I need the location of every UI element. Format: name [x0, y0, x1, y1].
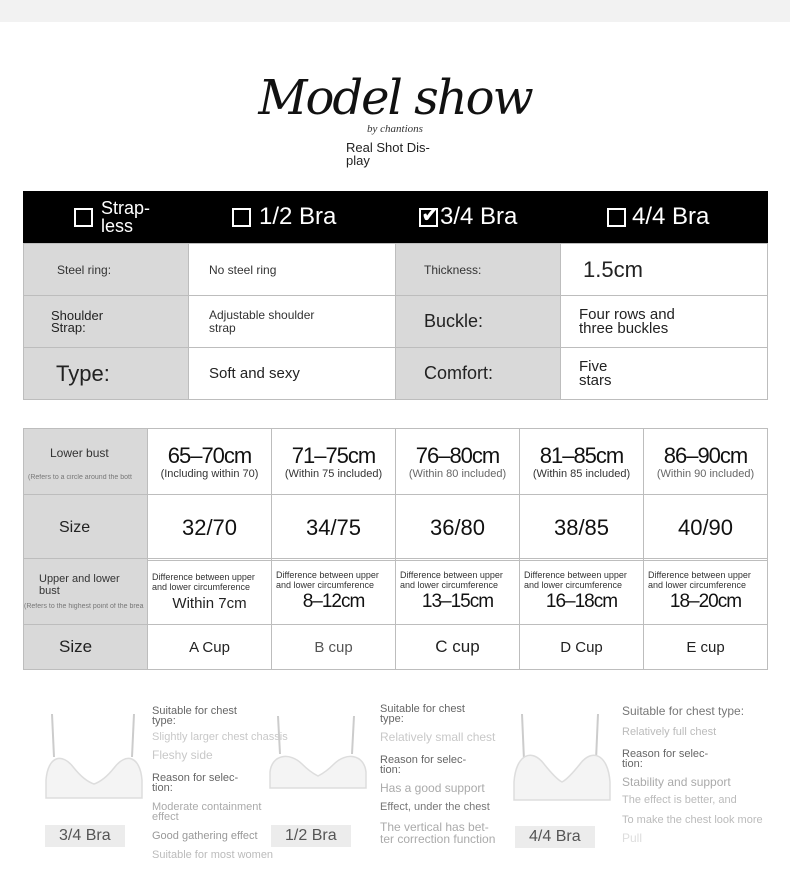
- type-option-half[interactable]: [232, 191, 336, 243]
- type-value: Soft and sexy: [189, 348, 396, 400]
- shoulder-strap-value: Adjustable shoulder strap: [189, 296, 396, 348]
- spec-row: [24, 244, 768, 296]
- upper-lower-label: Upper and lower bust: [39, 573, 120, 597]
- bra-description: Suitable for chest type: Relatively full chest Reason for selec- tion: Stability and support The effect is better, and To make the chest look more Pull: [622, 704, 763, 845]
- spec-table: [23, 243, 768, 400]
- page-title: Model show: [258, 70, 532, 126]
- comfort-label: Comfort:: [396, 348, 561, 400]
- size-value: 36/80: [396, 495, 520, 561]
- size-value: 32/70: [148, 495, 272, 561]
- thickness-value: 1.5cm: [561, 244, 768, 296]
- type-option-label: 3/4 Bra: [440, 203, 518, 230]
- subtitle: Real Shot Dis- play: [346, 140, 430, 168]
- cup-diff-cell: Difference between upper and lower circumference Within 7cm: [148, 559, 272, 625]
- bra-description: Suitable for chest type: Relatively small chest Reason for selec- tion: Has a good support Effect, under the chest The vertical has bet- ter correction function: [380, 703, 496, 846]
- upper-lower-header: [24, 559, 148, 625]
- cup-diff-cell: Difference between upper and lower circumference 8–12cm: [272, 559, 396, 625]
- size-row: [24, 495, 768, 561]
- size-value: 34/75: [272, 495, 396, 561]
- top-strip: [0, 0, 790, 22]
- spec-row: [24, 296, 768, 348]
- lower-bust-cell: 76–80cm (Within 80 included): [396, 429, 520, 495]
- cup-diff-row: [24, 559, 768, 625]
- lower-bust-cell: 71–75cm (Within 75 included): [272, 429, 396, 495]
- lower-bust-note: (Refers to a circle around the bott: [28, 474, 132, 481]
- cup-value: B cup: [272, 625, 396, 670]
- cup-value: D Cup: [520, 625, 644, 670]
- byline: by chantions: [367, 123, 423, 135]
- lower-bust-row: [24, 429, 768, 495]
- buckle-label: Buckle:: [396, 296, 561, 348]
- type-label: Type:: [24, 348, 189, 400]
- lower-bust-cell: 81–85cm (Within 85 included): [520, 429, 644, 495]
- bra-tag: 4/4 Bra: [515, 826, 595, 848]
- bra-tag: 1/2 Bra: [271, 825, 351, 847]
- steel-ring-label: Steel ring:: [24, 244, 189, 296]
- cup-value: C cup: [396, 625, 520, 670]
- bra-image-half: [266, 714, 370, 794]
- upper-lower-note: (Refers to the highest point of the brea: [24, 603, 144, 610]
- lower-bust-header: [24, 429, 148, 495]
- type-option-label: 1/2 Bra: [259, 203, 337, 230]
- cup-diff-cell: Difference between upper and lower circumference 18–20cm: [644, 559, 768, 625]
- checkbox-checked-icon: [419, 208, 438, 227]
- lower-bust-table: [23, 428, 768, 561]
- type-option-strapless[interactable]: [74, 191, 184, 243]
- lower-bust-cell: 65–70cm (Including within 70): [148, 429, 272, 495]
- cup-size-table: [23, 558, 768, 670]
- type-option-label: 4/4 Bra: [632, 203, 710, 230]
- type-option-three-quarter[interactable]: [419, 191, 517, 243]
- bra-image-three-quarter: [42, 712, 146, 804]
- cup-value: E cup: [644, 625, 768, 670]
- checkbox-icon: [232, 208, 251, 227]
- buckle-value: Four rows and three buckles: [561, 296, 768, 348]
- checkbox-icon: [74, 208, 93, 227]
- comfort-value: Five stars: [561, 348, 768, 400]
- cup-diff-cell: Difference between upper and lower circumference 16–18cm: [520, 559, 644, 625]
- size-label: Size: [24, 495, 148, 561]
- cup-diff-cell: Difference between upper and lower circumference 13–15cm: [396, 559, 520, 625]
- spec-row: [24, 348, 768, 400]
- cup-row: [24, 625, 768, 670]
- bra-type-bar: [23, 191, 768, 243]
- bra-tag: 3/4 Bra: [45, 825, 125, 847]
- bra-image-full: [510, 712, 614, 804]
- thickness-label: Thickness:: [396, 244, 561, 296]
- bra-description: Suitable for chest type: Slightly larger chest chassis Fleshy side Reason for selec- tion: Moderate containment effect Good gathering effect Suitable for most women: [152, 705, 288, 861]
- size-value: 40/90: [644, 495, 768, 561]
- size-value: 38/85: [520, 495, 644, 561]
- cup-value: A Cup: [148, 625, 272, 670]
- type-option-full[interactable]: [607, 191, 709, 243]
- cup-size-label: Size: [24, 625, 148, 670]
- type-option-label: Strap- less: [101, 198, 151, 236]
- shoulder-strap-label: Shoulder Strap:: [24, 296, 189, 348]
- checkbox-icon: [607, 208, 626, 227]
- steel-ring-value: No steel ring: [189, 244, 396, 296]
- lower-bust-label: Lower bust: [50, 446, 109, 460]
- lower-bust-cell: 86–90cm (Within 90 included): [644, 429, 768, 495]
